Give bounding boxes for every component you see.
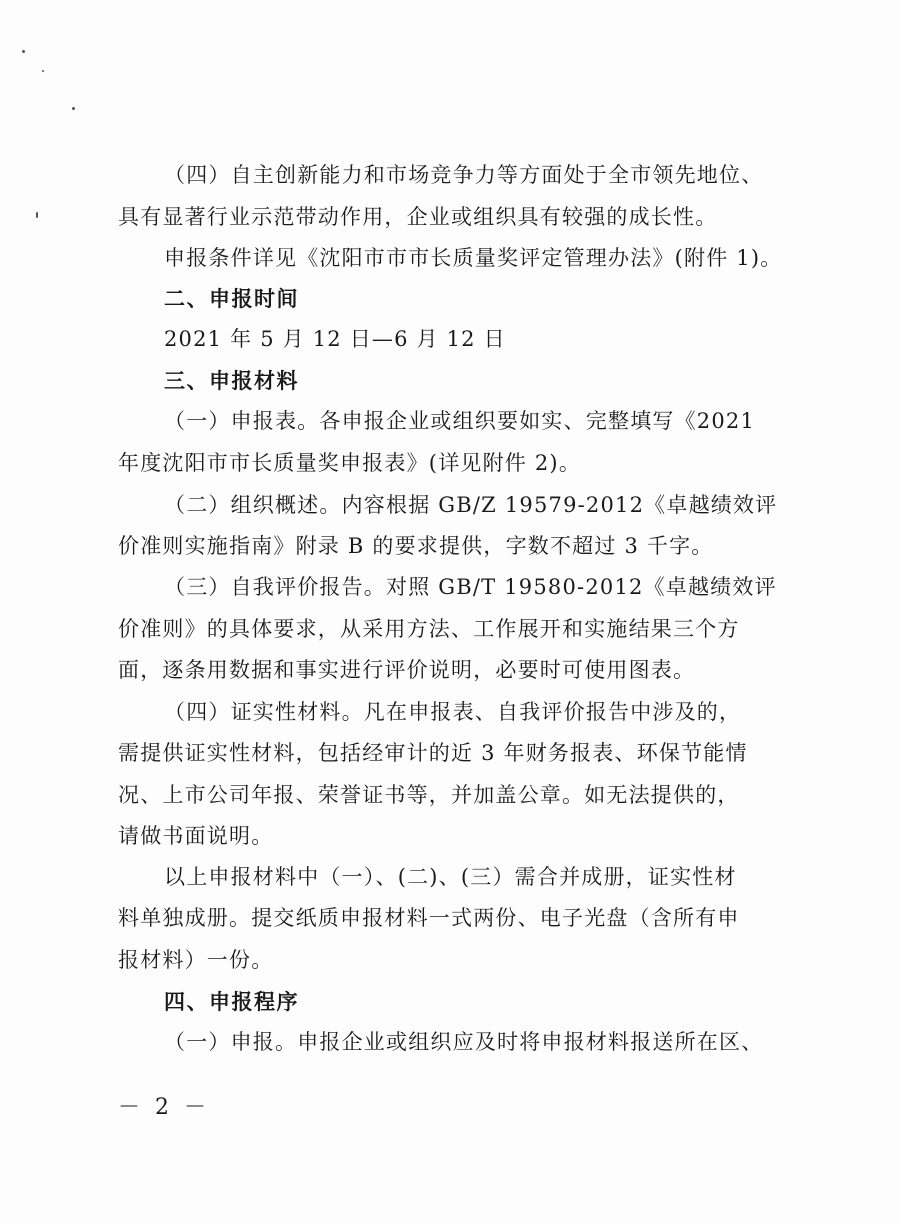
paragraph-line: （二）组织概述。内容根据 GB/Z 19579-2012《卓越绩效评 — [164, 493, 778, 517]
paragraph-line: 具有显著行业示范带动作用，企业或组织具有较强的成长性。 — [118, 205, 718, 229]
paragraph-line: 面，逐条用数据和事实进行评价说明，必要时可使用图表。 — [118, 658, 696, 682]
paragraph-line: 价准则实施指南》附录 B 的要求提供，字数不超过 3 千字。 — [118, 534, 714, 558]
paragraph-line: 年度沈阳市市长质量奖申报表》(详见附件 2)。 — [118, 451, 582, 475]
paragraph-line: （一）申报表。各申报企业或组织要如实、完整填写《2021 — [164, 409, 756, 433]
paragraph-line: 价准则》的具体要求，从采用方法、工作展开和实施结果三个方 — [118, 617, 740, 641]
paragraph-line: （一）申报。申报企业或组织应及时将申报材料报送所在区、 — [164, 1030, 764, 1054]
paragraph-line: 2021 年 5 月 12 日—6 月 12 日 — [164, 327, 506, 351]
paragraph-line: 需提供证实性材料，包括经审计的近 3 年财务报表、环保节能情 — [118, 741, 748, 765]
paragraph-line: 申报条件详见《沈阳市市市长质量奖评定管理办法》(附件 1)。 — [164, 246, 783, 270]
paragraph-line: （四）证实性材料。凡在申报表、自我评价报告中涉及的， — [164, 700, 742, 724]
scan-speck — [42, 70, 44, 72]
paragraph-line: 报材料）一份。 — [118, 948, 274, 972]
scan-speck — [36, 212, 38, 218]
paragraph-line: 况、上市公司年报、荣誉证书等，并加盖公章。如无法提供的， — [118, 783, 740, 807]
section-heading-application-materials: 三、申报材料 — [164, 369, 299, 393]
page-number: － 2 － — [118, 1095, 210, 1120]
section-heading-application-time: 二、申报时间 — [164, 287, 299, 311]
paragraph-line: 料单独成册。提交纸质申报材料一式两份、电子光盘（含所有申 — [118, 906, 740, 930]
section-heading-application-procedure: 四、申报程序 — [164, 990, 299, 1014]
paragraph-line: （三）自我评价报告。对照 GB/T 19580-2012《卓越绩效评 — [164, 575, 777, 599]
paragraph-line: 以上申报材料中（一）、(二)、(三）需合并成册，证实性材 — [164, 865, 737, 889]
paragraph-line: 请做书面说明。 — [118, 824, 274, 848]
scan-speck — [72, 107, 75, 110]
scan-speck — [22, 50, 25, 53]
paragraph-line: （四）自主创新能力和市场竞争力等方面处于全市领先地位、 — [164, 163, 764, 187]
